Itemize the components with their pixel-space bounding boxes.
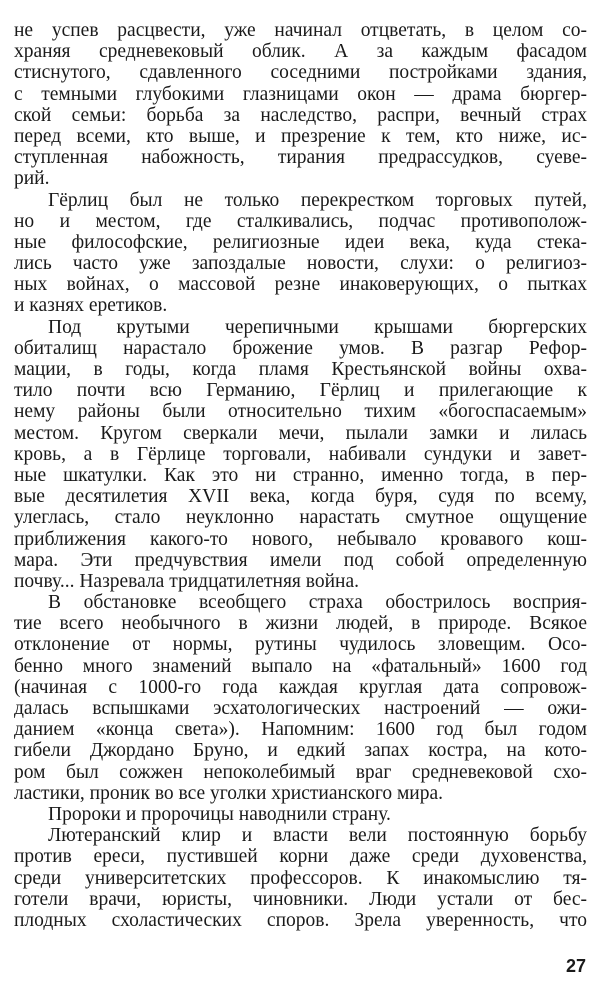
text-line: местом. Кругом сверкали мечи, пылали замки и лилась (14, 422, 587, 444)
text-line: среди университетских профессоров. К инакомыслию тя- (14, 867, 587, 889)
text-line: кровь, а в Гёрлице торговали, набивали сундуки и завет- (14, 443, 587, 465)
text-line: мара. Эти предчувствия имели под собой определенную (14, 549, 587, 571)
text-line: Гёрлиц был не только перекрестком торговых путей, (48, 189, 587, 211)
text-line: ные философские, религиозные идеи века, куда стека- (14, 231, 587, 253)
text-line: гибели Джордано Бруно, и едкий запах костра, на кото- (14, 740, 587, 762)
book-page-text (14, 20, 587, 931)
text-line: почву... Назревала тридцатилетняя война. (14, 570, 360, 592)
text-line: готели врачи, юристы, чиновники. Люди устали от бес- (14, 888, 587, 910)
text-line: тие всего необычного в жизни людей, в природе. Всякое (14, 613, 587, 635)
text-line: данием «конца света»). Напомним: 1600 год был годом (14, 719, 587, 741)
text-line: нему районы были относительно тихим «богоспасаемым» (14, 401, 587, 423)
text-line: (начиная с 1000-го года каждая круглая дата сопровож- (14, 676, 587, 698)
text-line: лись часто уже запоздалые новости, слухи: о религиоз- (14, 253, 587, 275)
text-line: мации, в годы, когда пламя Крестьянской войны охва- (14, 359, 587, 380)
text-line: вые десятилетия XVII века, когда буря, судя по всему, (14, 486, 587, 508)
text-line: ской семьи: борьба за наследство, распри, вечный страх (14, 104, 587, 126)
text-line: храняя средневековый облик. А за каждым фасадом (14, 41, 587, 63)
text-line: с темными глубокими глазницами окон — драма бюргер- (14, 83, 587, 105)
page-number: 27 (565, 956, 586, 976)
text-line: и казнях еретиков. (14, 295, 168, 317)
text-line: улеглась, стало неуклонно нарастать смутное ощущение (14, 507, 587, 529)
text-line: далась вспышками эсхатологических настроений — ожи- (14, 698, 587, 719)
text-line: В обстановке всеобщего страха обострилось восприя- (48, 592, 587, 614)
text-line: ластики, проник во все уголки христианского мира. (14, 782, 444, 804)
text-line: ром был сожжен непоколебимый враг средневековой схо- (14, 761, 587, 783)
text-line: ные шкатулки. Как это ни странно, именно тогда, в пер- (14, 464, 587, 486)
text-line: ступленная набожность, тирания предрассудков, суеве- (14, 147, 587, 169)
text-line: стиснутого, сдавленного соседними постройками здания, (14, 62, 587, 84)
text-line: Пророки и пророчицы наводнили страну. (48, 803, 391, 825)
text-line: ных войнах, о массовой резне инаковерующих, о пытках (14, 274, 587, 296)
text-line: отклонение от нормы, рутины чудилось зловещим. Осо- (14, 634, 587, 656)
text-line: но и местом, где сталкивались, подчас противополож- (14, 210, 587, 232)
text-line: приближения какого-то нового, небывало кровавого кош- (14, 528, 587, 550)
text-line: бенно много знамений выпало на «фатальный» 1600 год (14, 655, 587, 677)
text-line: обиталищ нарастало брожение умов. В разгар Рефор- (14, 337, 587, 359)
text-line: перед всеми, кто выше, и презрение к тем, кто ниже, ис- (14, 125, 587, 147)
text-line: Лютеранский клир и власти вели постоянную борьбу (48, 825, 587, 847)
text-line: тило почти всю Германию, Гёрлиц и прилегающие к (14, 380, 587, 402)
text-line: против ереси, пустившей корни даже среди духовенства, (14, 846, 587, 868)
text-line: рий. (14, 168, 50, 190)
text-line: не успев расцвести, уже начинал отцветать, в целом со- (14, 20, 587, 41)
text-line: плодных схоластических споров. Зрела уверенность, что (14, 909, 587, 931)
text-line: Под крутыми черепичными крышами бюргерских (48, 316, 587, 338)
